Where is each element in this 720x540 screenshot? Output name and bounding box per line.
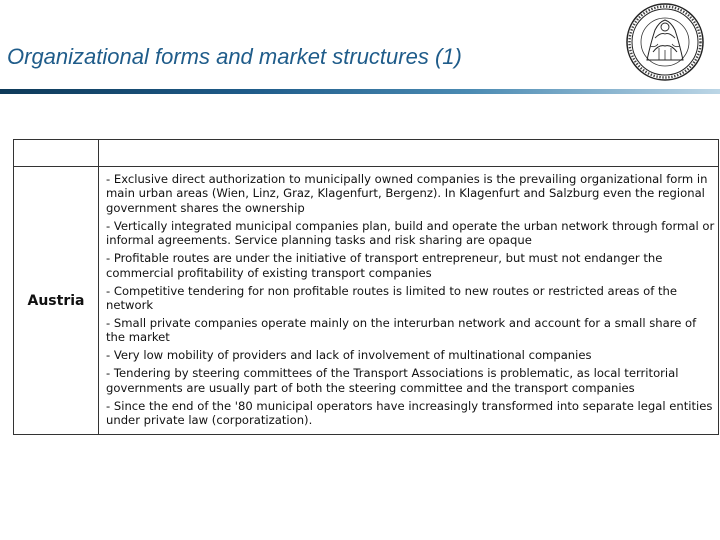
list-item: - Exclusive direct authorization to municipally owned companies is the prevailing organizational form in main urban areas (Wien, Linz, Graz, Klagenfurt, Bergenz). In Klagenfurt and Salzburg even the regional government shares the ownership (106, 172, 708, 215)
table-row (14, 167, 719, 435)
header-cell-country (14, 140, 99, 167)
slide-title: Organizational forms and market structures (1) (7, 44, 462, 69)
table-header-row (14, 140, 719, 167)
description-cell (99, 167, 719, 435)
university-seal-icon (625, 2, 705, 82)
list-item: - Competitive tendering for non profitable routes is limited to new routes or restricted areas of the network (106, 283, 678, 313)
list-item: - Since the end of the '80 municipal operators have increasingly transformed into separate legal entities under private law (corporatization). (106, 398, 713, 428)
list-item: - Vertically integrated municipal companies plan, build and operate the urban network through formal or informal agreements. Service planning tasks and risk sharing are opaque (106, 218, 715, 248)
list-item: - Profitable routes are under the initiative of transport entrepreneur, but must not endanger the commercial profitability of existing transport companies (106, 251, 663, 280)
header-cell-description (99, 140, 719, 167)
list-item: - Small private companies operate mainly on the interurban network and account for a small share of the market (106, 316, 697, 345)
list-item: - Very low mobility of providers and lack of involvement of multinational companies (106, 348, 592, 363)
title-underline (0, 89, 720, 94)
list-item: - Tendering by steering committees of the Transport Associations is problematic, as local territorial governments are usually part of both the steering committee and the transport companies (106, 366, 679, 395)
country-cell: Austria (14, 167, 99, 435)
country-table (13, 139, 719, 435)
